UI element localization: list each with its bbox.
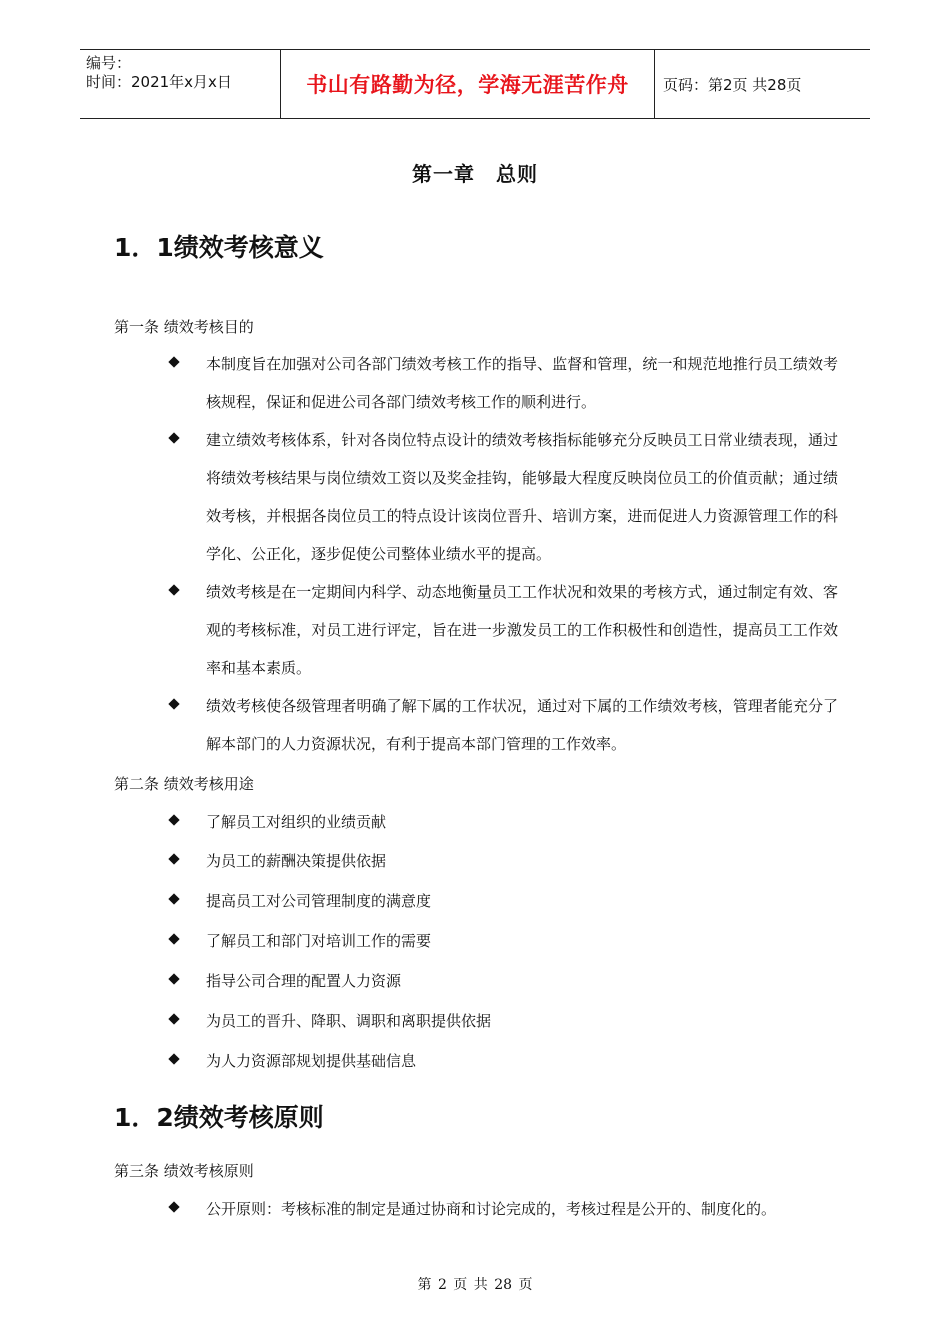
section-title: 1．1绩效考核意义: [114, 233, 324, 262]
header-motto: 书山有路勤为径，学海无涯苦作舟: [281, 50, 655, 118]
article-heading: 第三条 绩效考核原则: [114, 1162, 254, 1180]
diamond-bullet-icon: [168, 853, 179, 864]
diamond-bullet-icon: [168, 1053, 179, 1064]
list-item: 建立绩效考核体系，针对各岗位特点设计的绩效考核指标能够充分反映员工日常业绩表现，通过将绩效考核结果与岗位绩效工资以及奖金挂钩，能够最大程度反映岗位员工的价值贡献；通过绩效考核，并根据各岗位员工的特点设计该岗位晋升、培训方案，进而促进人力资源管理工作的科学化、公正化，逐步促使公司整体业绩水平的提高。: [170, 421, 838, 573]
list-item: 绩效考核使各级管理者明确了解下属的工作状况，通过对下属的工作绩效考核，管理者能充分了解本部门的人力资源状况，有利于提高本部门管理的工作效率。: [170, 687, 838, 763]
list-item: 为员工的薪酬决策提供依据: [170, 842, 838, 880]
diamond-bullet-icon: [168, 1013, 179, 1024]
diamond-bullet-icon: [168, 698, 179, 709]
page-footer: 第 2 页 共 28 页: [417, 1277, 533, 1293]
list-item: 本制度旨在加强对公司各部门绩效考核工作的指导、监督和管理，统一和规范地推行员工绩效考核规程，保证和促进公司各部门绩效考核工作的顺利进行。: [170, 345, 838, 421]
number-label: 编号：: [86, 54, 132, 72]
chapter-title: 第一章 总则: [412, 162, 538, 186]
list-item: 公开原则：考核标准的制定是通过协商和讨论完成的，考核过程是公开的、制度化的。: [170, 1190, 838, 1228]
diamond-bullet-icon: [168, 973, 179, 984]
list-item: 为员工的晋升、降职、调职和离职提供依据: [170, 1002, 838, 1040]
list-item: 指导公司合理的配置人力资源: [170, 962, 838, 1000]
header-meta: [80, 50, 281, 118]
diamond-bullet-icon: [168, 1201, 179, 1212]
list-item: 了解员工和部门对培训工作的需要: [170, 922, 838, 960]
page-header: [80, 49, 870, 119]
diamond-bullet-icon: [168, 356, 179, 367]
article-heading: 第一条 绩效考核目的: [114, 318, 254, 336]
list-item: 提高员工对公司管理制度的满意度: [170, 882, 838, 920]
list-item: 绩效考核是在一定期间内科学、动态地衡量员工工作状况和效果的考核方式，通过制定有效、客观的考核标准，对员工进行评定，旨在进一步激发员工的工作积极性和创造性，提高员工工作效率和基本素质。: [170, 573, 838, 687]
list-item: 为人力资源部规划提供基础信息: [170, 1042, 838, 1080]
diamond-bullet-icon: [168, 814, 179, 825]
time-label: 时间：2021年x月x日: [86, 73, 232, 91]
header-page-info: 页码：第2页 共28页: [663, 75, 802, 94]
diamond-bullet-icon: [168, 432, 179, 443]
diamond-bullet-icon: [168, 893, 179, 904]
diamond-bullet-icon: [168, 933, 179, 944]
list-item: 了解员工对组织的业绩贡献: [170, 803, 838, 841]
section-title: 1．2绩效考核原则: [114, 1103, 324, 1132]
article-heading: 第二条 绩效考核用途: [114, 775, 254, 793]
diamond-bullet-icon: [168, 584, 179, 595]
